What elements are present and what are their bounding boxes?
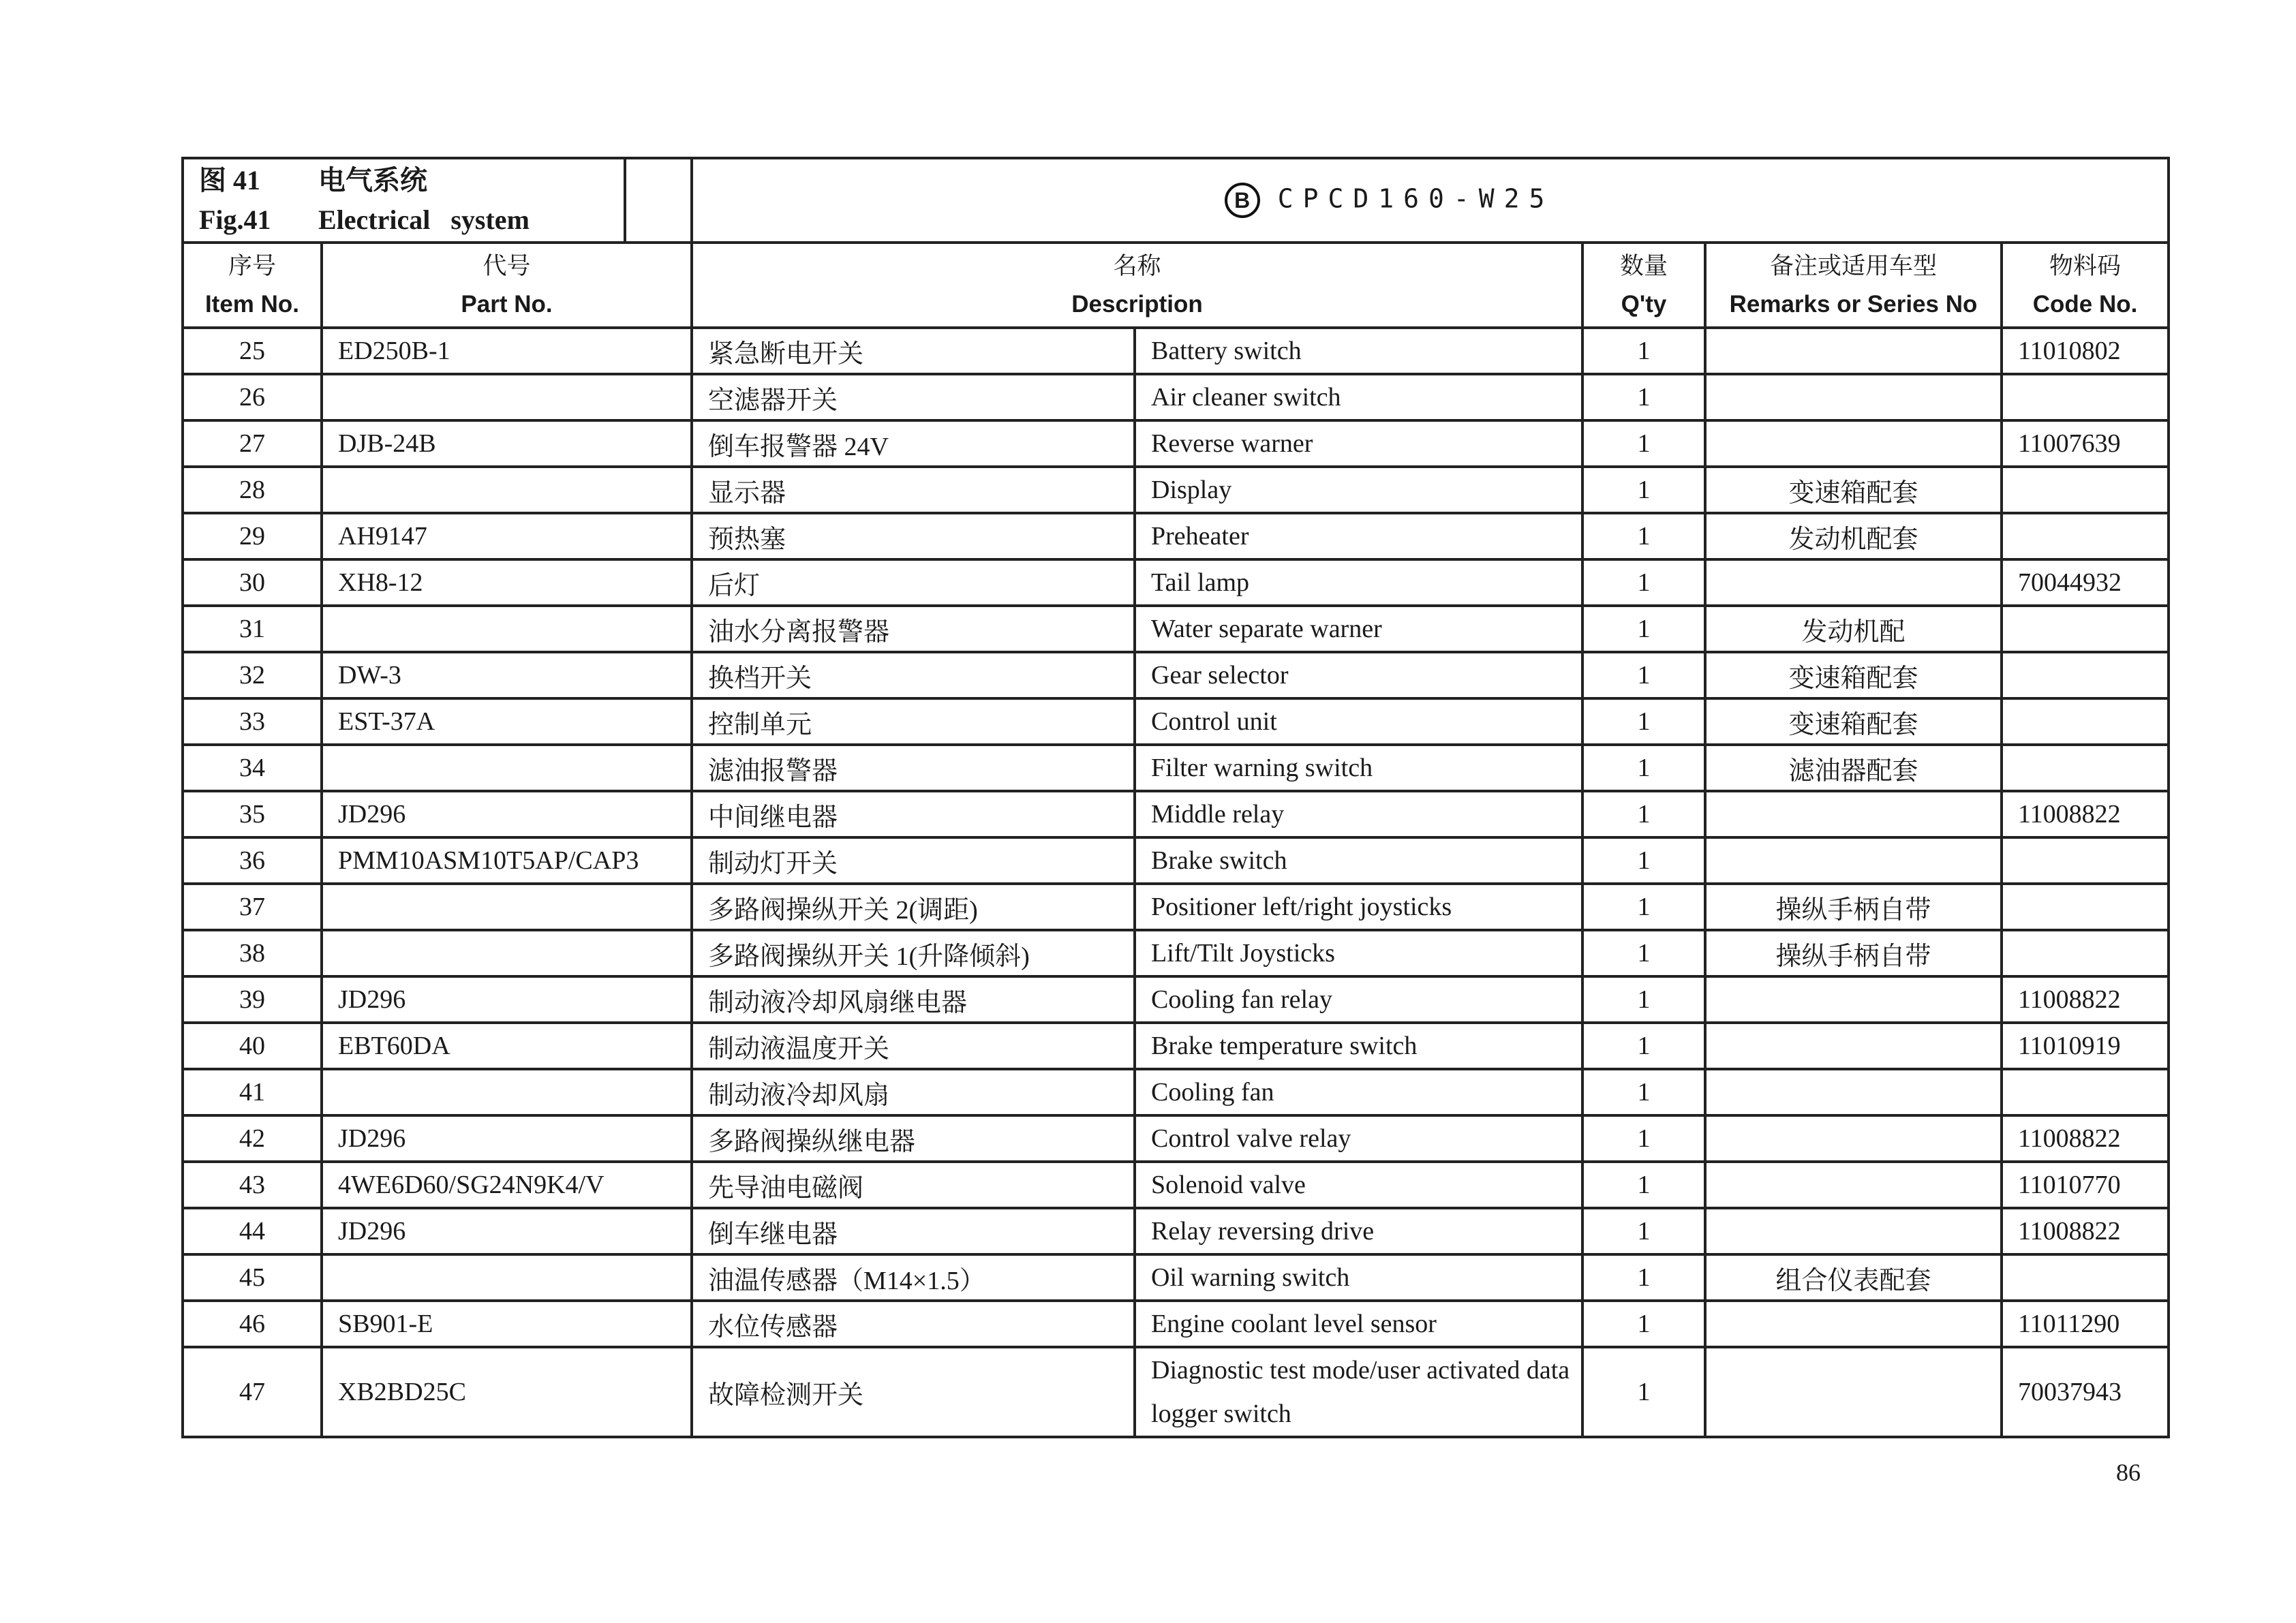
table-row [183, 930, 2169, 976]
quantity-cell: 1 [1582, 1347, 1705, 1437]
table-row [183, 652, 2169, 698]
item-number-cell: 30 [183, 559, 322, 606]
quantity-cell: 1 [1582, 1208, 1705, 1254]
table-row [183, 1254, 2169, 1301]
item-number-cell: 29 [183, 513, 322, 559]
item-number-cell: 32 [183, 652, 322, 698]
table-row [183, 1115, 2169, 1162]
name-cn-cell: 油温传感器（M14×1.5） [692, 1254, 1135, 1301]
name-en-cell: Tail lamp [1135, 559, 1582, 606]
code-number-cell [2002, 606, 2169, 652]
name-en-cell: Water separate warner [1135, 606, 1582, 652]
table-row [183, 745, 2169, 791]
code-number-cell: 11008822 [2002, 1115, 2169, 1162]
remarks-cell [1705, 420, 2002, 467]
name-cn-cell: 制动灯开关 [692, 837, 1135, 884]
part-number-cell: XB2BD25C [322, 1347, 692, 1437]
parts-table [181, 157, 2170, 1438]
code-number-cell: 11010770 [2002, 1162, 2169, 1208]
name-en-cell: Diagnostic test mode/user activated data logger switch [1135, 1347, 1582, 1437]
code-number-cell [2002, 374, 2169, 420]
part-number-cell [322, 1069, 692, 1115]
code-number-cell [2002, 513, 2169, 559]
item-number-cell: 43 [183, 1162, 322, 1208]
column-header-row [183, 243, 2169, 328]
code-number-cell: 70037943 [2002, 1347, 2169, 1437]
table-row [183, 1347, 2169, 1437]
name-en-cell: Lift/Tilt Joysticks [1135, 930, 1582, 976]
table-row [183, 559, 2169, 606]
part-number-cell: DJB-24B [322, 420, 692, 467]
part-number-cell [322, 467, 692, 513]
quantity-cell: 1 [1582, 374, 1705, 420]
part-number-cell [322, 374, 692, 420]
name-en-cell: Middle relay [1135, 791, 1582, 837]
quantity-cell: 1 [1582, 698, 1705, 745]
code-number-cell: 11008822 [2002, 976, 2169, 1023]
part-number-cell [322, 884, 692, 930]
quantity-cell: 1 [1582, 1301, 1705, 1347]
remarks-cell [1705, 837, 2002, 884]
quantity-cell: 1 [1582, 791, 1705, 837]
name-en-cell: Cooling fan relay [1135, 976, 1582, 1023]
name-cn-cell: 制动液冷却风扇 [692, 1069, 1135, 1115]
code-number-cell: 11011290 [2002, 1301, 2169, 1347]
item-number-cell: 40 [183, 1023, 322, 1069]
col-header-part: 代号 Part No. [322, 243, 692, 328]
remarks-cell [1705, 374, 2002, 420]
part-number-cell: JD296 [322, 791, 692, 837]
part-number-cell [322, 606, 692, 652]
name-cn-cell: 倒车继电器 [692, 1208, 1135, 1254]
model-header [692, 158, 2169, 243]
remarks-cell [1705, 1115, 2002, 1162]
table-row [183, 837, 2169, 884]
name-en-cell: Solenoid valve [1135, 1162, 1582, 1208]
remarks-cell: 变速箱配套 [1705, 698, 2002, 745]
item-number-cell: 38 [183, 930, 322, 976]
quantity-cell: 1 [1582, 420, 1705, 467]
title-divider [624, 157, 626, 244]
code-number-cell: 11010919 [2002, 1023, 2169, 1069]
code-number-cell [2002, 1069, 2169, 1115]
part-number-cell: SB901-E [322, 1301, 692, 1347]
name-cn-cell: 预热塞 [692, 513, 1135, 559]
series-mark-icon: B [1225, 183, 1260, 218]
name-cn-cell: 换档开关 [692, 652, 1135, 698]
quantity-cell: 1 [1582, 1069, 1705, 1115]
code-number-cell: 70044932 [2002, 559, 2169, 606]
table-row [183, 1069, 2169, 1115]
quantity-cell: 1 [1582, 467, 1705, 513]
name-en-cell: Battery switch [1135, 328, 1582, 374]
code-number-cell: 11008822 [2002, 791, 2169, 837]
item-number-cell: 41 [183, 1069, 322, 1115]
item-number-cell: 34 [183, 745, 322, 791]
item-number-cell: 42 [183, 1115, 322, 1162]
name-cn-cell: 中间继电器 [692, 791, 1135, 837]
remarks-cell [1705, 559, 2002, 606]
name-cn-cell: 先导油电磁阀 [692, 1162, 1135, 1208]
quantity-cell: 1 [1582, 606, 1705, 652]
col-header-qty: 数量 Q'ty [1582, 243, 1705, 328]
table-row [183, 374, 2169, 420]
name-cn-cell: 多路阀操纵继电器 [692, 1115, 1135, 1162]
table-row [183, 698, 2169, 745]
quantity-cell: 1 [1582, 1162, 1705, 1208]
item-number-cell: 28 [183, 467, 322, 513]
remarks-cell [1705, 1069, 2002, 1115]
part-number-cell: EBT60DA [322, 1023, 692, 1069]
name-cn-cell: 空滤器开关 [692, 374, 1135, 420]
name-cn-cell: 故障检测开关 [692, 1347, 1135, 1437]
part-number-cell: DW-3 [322, 652, 692, 698]
name-cn-cell: 紧急断电开关 [692, 328, 1135, 374]
name-en-cell: Gear selector [1135, 652, 1582, 698]
item-number-cell: 26 [183, 374, 322, 420]
table-row [183, 1301, 2169, 1347]
code-number-cell [2002, 745, 2169, 791]
part-number-cell: 4WE6D60/SG24N9K4/V [322, 1162, 692, 1208]
col-header-code: 物料码 Code No. [2002, 243, 2169, 328]
table-row [183, 1023, 2169, 1069]
table-row [183, 791, 2169, 837]
item-number-cell: 47 [183, 1347, 322, 1437]
col-header-item: 序号 Item No. [183, 243, 322, 328]
part-number-cell: AH9147 [322, 513, 692, 559]
remarks-cell: 发动机配 [1705, 606, 2002, 652]
name-en-cell: Filter warning switch [1135, 745, 1582, 791]
remarks-cell: 变速箱配套 [1705, 652, 2002, 698]
name-cn-cell: 后灯 [692, 559, 1135, 606]
remarks-cell: 操纵手柄自带 [1705, 930, 2002, 976]
name-cn-cell: 水位传感器 [692, 1301, 1135, 1347]
code-number-cell [2002, 1254, 2169, 1301]
item-number-cell: 39 [183, 976, 322, 1023]
name-cn-cell: 油水分离报警器 [692, 606, 1135, 652]
name-en-cell: Brake switch [1135, 837, 1582, 884]
item-number-cell: 45 [183, 1254, 322, 1301]
table-row [183, 420, 2169, 467]
table-row [183, 884, 2169, 930]
part-number-cell: PMM10ASM10T5AP/CAP3 [322, 837, 692, 884]
name-cn-cell: 倒车报警器 24V [692, 420, 1135, 467]
table-row [183, 976, 2169, 1023]
part-number-cell: JD296 [322, 1115, 692, 1162]
name-en-cell: Control unit [1135, 698, 1582, 745]
code-number-cell: 11008822 [2002, 1208, 2169, 1254]
name-cn-cell: 多路阀操纵开关 1(升降倾斜) [692, 930, 1135, 976]
figure-title [183, 158, 692, 243]
table-row [183, 1208, 2169, 1254]
code-number-cell: 11007639 [2002, 420, 2169, 467]
col-header-description: 名称 Description [692, 243, 1582, 328]
figure-name-en: Electrical system [318, 204, 530, 235]
figure-number-en: Fig.41 [199, 204, 271, 235]
remarks-cell [1705, 328, 2002, 374]
part-number-cell: EST-37A [322, 698, 692, 745]
quantity-cell: 1 [1582, 837, 1705, 884]
table-row [183, 606, 2169, 652]
model-number: CPCD160-W25 [1277, 183, 1555, 214]
table-row [183, 1162, 2169, 1208]
quantity-cell: 1 [1582, 1115, 1705, 1162]
part-number-cell: ED250B-1 [322, 328, 692, 374]
name-cn-cell: 显示器 [692, 467, 1135, 513]
item-number-cell: 31 [183, 606, 322, 652]
col-header-remarks: 备注或适用车型 Remarks or Series No [1705, 243, 2002, 328]
name-en-cell: Relay reversing drive [1135, 1208, 1582, 1254]
table-row [183, 328, 2169, 374]
quantity-cell: 1 [1582, 652, 1705, 698]
code-number-cell [2002, 652, 2169, 698]
item-number-cell: 35 [183, 791, 322, 837]
remarks-cell: 操纵手柄自带 [1705, 884, 2002, 930]
title-row [183, 158, 2169, 243]
remarks-cell [1705, 976, 2002, 1023]
code-number-cell [2002, 698, 2169, 745]
item-number-cell: 33 [183, 698, 322, 745]
quantity-cell: 1 [1582, 884, 1705, 930]
name-en-cell: Air cleaner switch [1135, 374, 1582, 420]
quantity-cell: 1 [1582, 559, 1705, 606]
item-number-cell: 37 [183, 884, 322, 930]
part-number-cell [322, 745, 692, 791]
table-row [183, 513, 2169, 559]
remarks-cell [1705, 1023, 2002, 1069]
part-number-cell: JD296 [322, 1208, 692, 1254]
quantity-cell: 1 [1582, 1023, 1705, 1069]
part-number-cell [322, 930, 692, 976]
remarks-cell: 组合仪表配套 [1705, 1254, 2002, 1301]
quantity-cell: 1 [1582, 976, 1705, 1023]
item-number-cell: 27 [183, 420, 322, 467]
name-en-cell: Display [1135, 467, 1582, 513]
remarks-cell: 滤油器配套 [1705, 745, 2002, 791]
remarks-cell [1705, 791, 2002, 837]
name-en-cell: Brake temperature switch [1135, 1023, 1582, 1069]
table-row [183, 467, 2169, 513]
name-cn-cell: 多路阀操纵开关 2(调距) [692, 884, 1135, 930]
name-en-cell: Preheater [1135, 513, 1582, 559]
item-number-cell: 25 [183, 328, 322, 374]
remarks-cell [1705, 1347, 2002, 1437]
code-number-cell [2002, 837, 2169, 884]
item-number-cell: 36 [183, 837, 322, 884]
quantity-cell: 1 [1582, 745, 1705, 791]
item-number-cell: 44 [183, 1208, 322, 1254]
code-number-cell [2002, 467, 2169, 513]
quantity-cell: 1 [1582, 328, 1705, 374]
figure-name-cn: 电气系统 [318, 165, 427, 196]
page-number: 86 [2116, 1459, 2141, 1486]
name-en-cell: Cooling fan [1135, 1069, 1582, 1115]
name-en-cell: Engine coolant level sensor [1135, 1301, 1582, 1347]
code-number-cell [2002, 884, 2169, 930]
remarks-cell [1705, 1301, 2002, 1347]
parts-rows [183, 328, 2169, 1437]
code-number-cell: 11010802 [2002, 328, 2169, 374]
name-en-cell: Reverse warner [1135, 420, 1582, 467]
name-en-cell: Oil warning switch [1135, 1254, 1582, 1301]
code-number-cell [2002, 930, 2169, 976]
name-cn-cell: 滤油报警器 [692, 745, 1135, 791]
remarks-cell: 发动机配套 [1705, 513, 2002, 559]
remarks-cell: 变速箱配套 [1705, 467, 2002, 513]
remarks-cell [1705, 1208, 2002, 1254]
quantity-cell: 1 [1582, 513, 1705, 559]
part-number-cell: JD296 [322, 976, 692, 1023]
part-number-cell: XH8-12 [322, 559, 692, 606]
quantity-cell: 1 [1582, 1254, 1705, 1301]
name-cn-cell: 控制单元 [692, 698, 1135, 745]
name-en-cell: Control valve relay [1135, 1115, 1582, 1162]
name-cn-cell: 制动液冷却风扇继电器 [692, 976, 1135, 1023]
name-en-cell: Positioner left/right joysticks [1135, 884, 1582, 930]
remarks-cell [1705, 1162, 2002, 1208]
item-number-cell: 46 [183, 1301, 322, 1347]
name-cn-cell: 制动液温度开关 [692, 1023, 1135, 1069]
quantity-cell: 1 [1582, 930, 1705, 976]
part-number-cell [322, 1254, 692, 1301]
figure-number-cn: 图 41 [199, 165, 260, 196]
